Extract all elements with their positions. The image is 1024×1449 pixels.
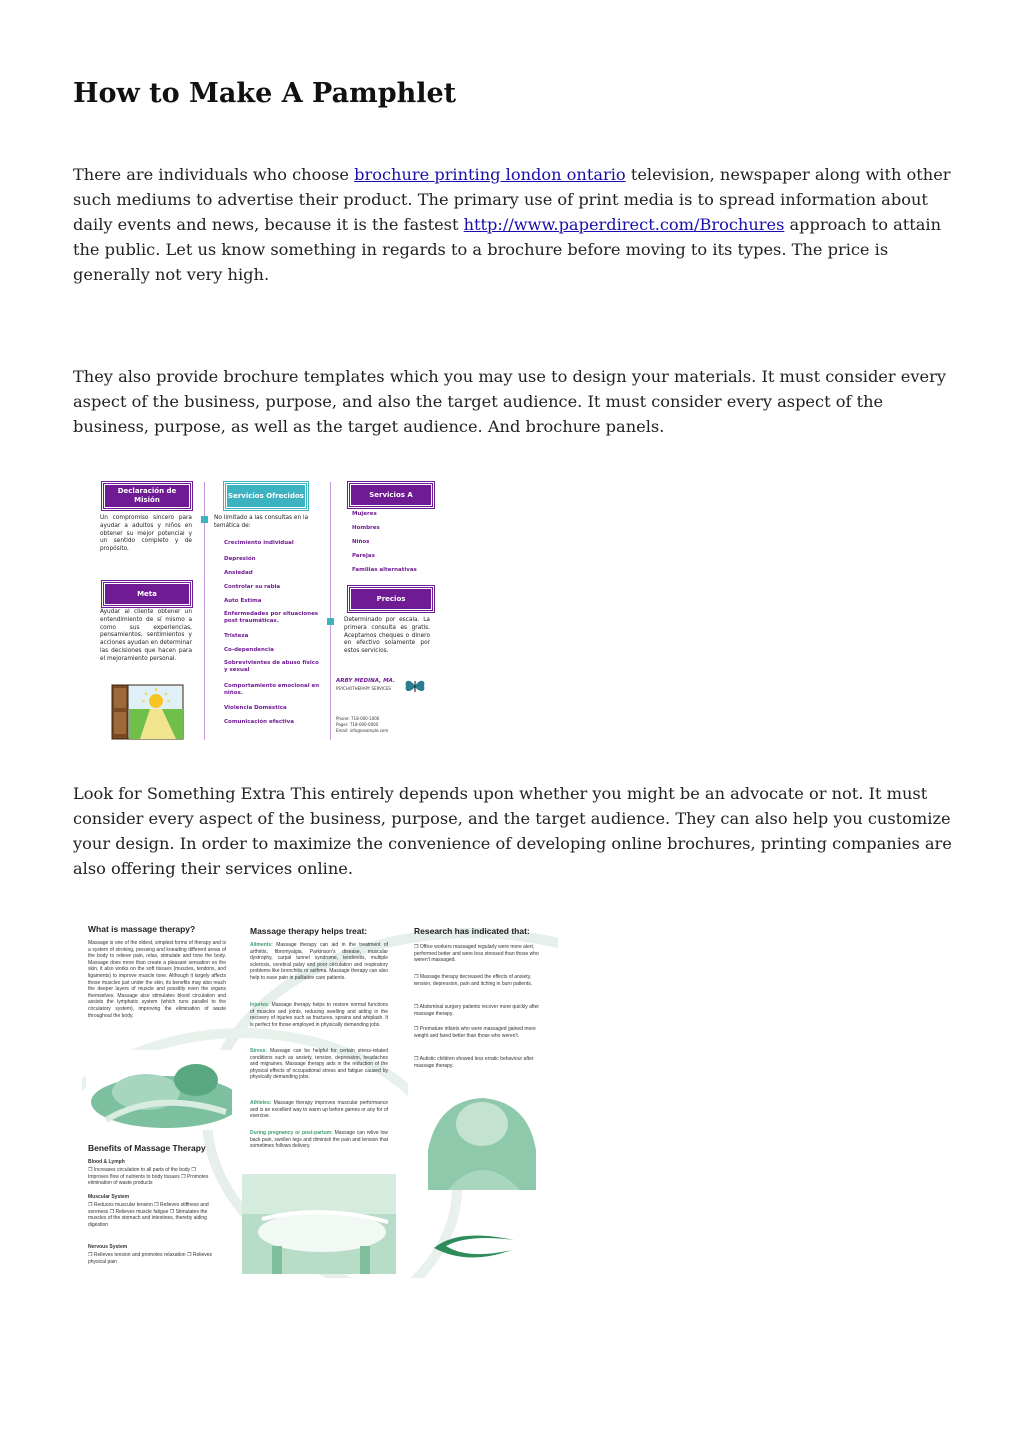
- athletes-body: Massage therapy improves muscular performance and is an excellent way to warm up before games or any for of exercise.: [250, 1100, 388, 1120]
- research-item: ❒ Premature infants who were massaged gained more weight and fared better than those who weren't.: [414, 1026, 536, 1039]
- research-title: Research has indicated that:: [414, 926, 530, 936]
- what-is-massage-text: Massage is one of the oldest, simplest forms of therapy and is a system of stroking, pressing and kneading different areas of the body to relieve pain, relax, stimulate and tone the body. Massage does more than create a pleasant sensation on the skin, it also works on the soft tissues (muscles, tendons, and ligaments) to improve muscle tone. Although it largely affects those muscles just under the skin, its benefits may also reach the deeper layers of muscle and possibly even the organs themselves. Massage also stimulates blood circulation and assists the lymphatic system (which runs parallel to the circulatory system), improving the elimination of waste throughout the body.: [88, 940, 226, 1019]
- service-item: Depresión: [224, 556, 256, 562]
- contact-line: PSYCHOTHERAPY SERVICES: [336, 686, 391, 691]
- contact-line: Phone: 718-000-1000: [336, 716, 380, 721]
- massage-table-photo: [242, 1174, 396, 1274]
- service-item: Comunicación efectiva: [224, 719, 294, 725]
- brochure-image-spanish: [96, 478, 440, 740]
- intro-text-1: There are individuals who choose: [73, 165, 355, 184]
- something-extra-paragraph: Look for Something Extra This entirely depends upon whether you might be an advocate or not. It must consider every aspect of the business, purpose, and the target audience. They can also help you customize your design. In order to maximize the convenience of developing online brochures, printing companies are also offering their services online.: [73, 784, 952, 878]
- injuries-body: Massage therapy helps to restore normal functions of muscles and joints, reducing swelling and aiding in the recovery of injuries such as fractures, sprains and whiplash. It is perfect for those employed in physically demanding jobs.: [250, 1002, 389, 1028]
- ailments-body: Massage therapy can aid in the treatment of arthritis, fibromyalgia, Parkinson's disease, muscular dystrophy, carpal tunnel syndrome, tendonitis, multiple sclerosis, cerebral palsy and poor circulation and respiratory problems like bronchitis or asthma. Massage therapy can also help to ease pain in palliative care patients.: [250, 942, 389, 981]
- service-item: Controlar su rabia: [224, 584, 281, 590]
- goal-header: Meta: [102, 581, 192, 607]
- helps-treat-title: Massage therapy helps treat:: [250, 926, 368, 936]
- contact-name: ARBY MEDINA, MA.: [336, 678, 396, 684]
- pregnancy-text: [250, 1130, 388, 1150]
- relaxed-woman-photo: [408, 1080, 558, 1190]
- brochure-image-massage: [82, 918, 558, 1278]
- injuries-label: Injuries:: [250, 1002, 270, 1008]
- services-for-header: Servicios A: [348, 482, 434, 508]
- teal-square-marker: [201, 516, 208, 523]
- pregnancy-label: During pregnancy or post-partum:: [250, 1130, 333, 1136]
- service-item: Auto Estima: [224, 598, 262, 604]
- column-divider: [330, 482, 331, 740]
- teal-square-marker: [327, 618, 334, 625]
- injuries-text: [250, 1002, 388, 1028]
- service-item: Co-dependencia: [224, 647, 274, 653]
- goal-text: Ayudar al cliente obtener un entendimiento de sí mismo a como sus experiencias, pensamientos, sentimientos y acciones ayudan en determinar las decisiones que hacen para el mejoramiento personal.: [100, 609, 192, 662]
- service-item: Crecimiento individual: [224, 540, 294, 546]
- benefits-list: ❒ Reduces muscular tension ❒ Relieves stiffness and soreness ❒ Relieves muscle fatigue ❒ Stimulates the muscles of the stomach and intestines, thereby aiding digestion: [88, 1202, 209, 1228]
- what-is-massage-title: What is massage therapy?: [88, 924, 196, 934]
- page-title: How to Make A Pamphlet: [73, 78, 457, 109]
- stress-text: [250, 1048, 388, 1081]
- swoosh-logo-icon: [428, 1230, 520, 1260]
- audience-item: Mujeres: [352, 511, 377, 517]
- prices-text: Determinado por escala. La primera consulta es gratis. Aceptamos cheques o dinero en efectivo solamente por estos servicios.: [344, 617, 430, 655]
- butterfly-icon: [404, 678, 426, 694]
- audience-item: Hombres: [352, 525, 380, 531]
- back-massage-photo: [86, 1050, 232, 1130]
- intro-text-3: approach to attain the public. Let us know something in regards to a brochure before moving to its types. The price is generally not very high.: [73, 215, 941, 284]
- research-item: ❒ Autistic children showed less erratic behaviour after massage therapy.: [414, 1056, 534, 1069]
- research-item: ❒ Abdominal surgery patients recover more quickly after massage therapy.: [414, 1004, 540, 1017]
- athletes-text: [250, 1100, 388, 1120]
- benefits-subhead: Blood & Lymph: [88, 1159, 125, 1165]
- paperdirect-link[interactable]: http://www.paperdirect.com/Brochures: [463, 215, 785, 234]
- stress-label: Stress:: [250, 1048, 267, 1054]
- ailments-label: Ailments:: [250, 942, 273, 948]
- audience-item: Niños: [352, 539, 370, 545]
- services-intro: No limitado a las consultas en la temática de:: [214, 515, 309, 529]
- mission-header: Declaración de Misión: [102, 482, 192, 510]
- audience-item: Familias alternativas: [352, 567, 417, 573]
- research-item: ❒ Office workers massaged regularly were more alert, performed better and were less stressed than those who weren't massaged.: [414, 944, 539, 964]
- contact-line: Pager: 718-000-0000: [336, 722, 379, 727]
- service-item: Sobrevivientes de abuso físico y sexual: [224, 660, 319, 673]
- benefits-list: ❒ Increases circulation to all parts of the body ❒ Improves flow of nutrients to body tissues ❒ Promotes elimination of waste products: [88, 1167, 209, 1187]
- doorway-sunrise-illustration: [110, 681, 190, 741]
- service-item: Comportamiento emocional en niños.: [224, 683, 320, 696]
- benefits-list: ❒ Relieves tension and promotes relaxation ❒ Relieves physical pain: [88, 1252, 213, 1265]
- benefits-subhead: Nervous System: [88, 1244, 128, 1250]
- stress-body: Massage can be helpful for certain stress-related conditions such as anxiety, tension, depression, headaches and migraines. Massage therapy aids in the reduction of the physical effects of occupational stress and fatigue caused by physically demanding jobs.: [250, 1048, 388, 1081]
- prices-header: Precios: [348, 586, 434, 612]
- service-item: Enfermedades por situaciones post traumáticas.: [224, 611, 319, 624]
- benefits-title: Benefits of Massage Therapy: [88, 1143, 206, 1153]
- contact-line: Email: info@example.com: [336, 728, 389, 733]
- templates-paragraph: They also provide brochure templates which you may use to design your materials. It must consider every aspect of the business, purpose, and also the target audience. It must consider every aspect of the business, purpose, as well as the target audience. And brochure panels.: [73, 367, 946, 436]
- services-offered-header: Servicios Ofrecidos: [224, 482, 308, 510]
- audience-item: Parejas: [352, 553, 375, 559]
- research-item: ❒ Massage therapy decreased the effects of anxiety, tension, depression, pain and itching in burn patients.: [414, 974, 533, 987]
- benefits-subhead: Muscular System: [88, 1194, 130, 1200]
- brochure-printing-link[interactable]: brochure printing london ontario: [354, 165, 626, 184]
- athletes-label: Athletes:: [250, 1100, 272, 1106]
- intro-text-2: television, newspaper along with other such mediums to advertise their product. The primary use of print media is to spread information about daily events and news, because it is the fastest: [73, 165, 951, 234]
- service-item: Ansiedad: [224, 570, 253, 576]
- service-item: Tristeza: [224, 633, 249, 639]
- pregnancy-body: Massage can relive low back pain, swollen legs and diminish the pain and tension that sometimes follows delivery.: [250, 1130, 388, 1150]
- ailments-text: [250, 942, 388, 982]
- mission-text: Un compromiso sincero para ayudar a adultos y niños en obtener su mejor potencial y un sentido completo y de propósito.: [100, 515, 192, 553]
- intro-paragraph: [73, 162, 953, 287]
- service-item: Violencia Doméstica: [224, 705, 287, 711]
